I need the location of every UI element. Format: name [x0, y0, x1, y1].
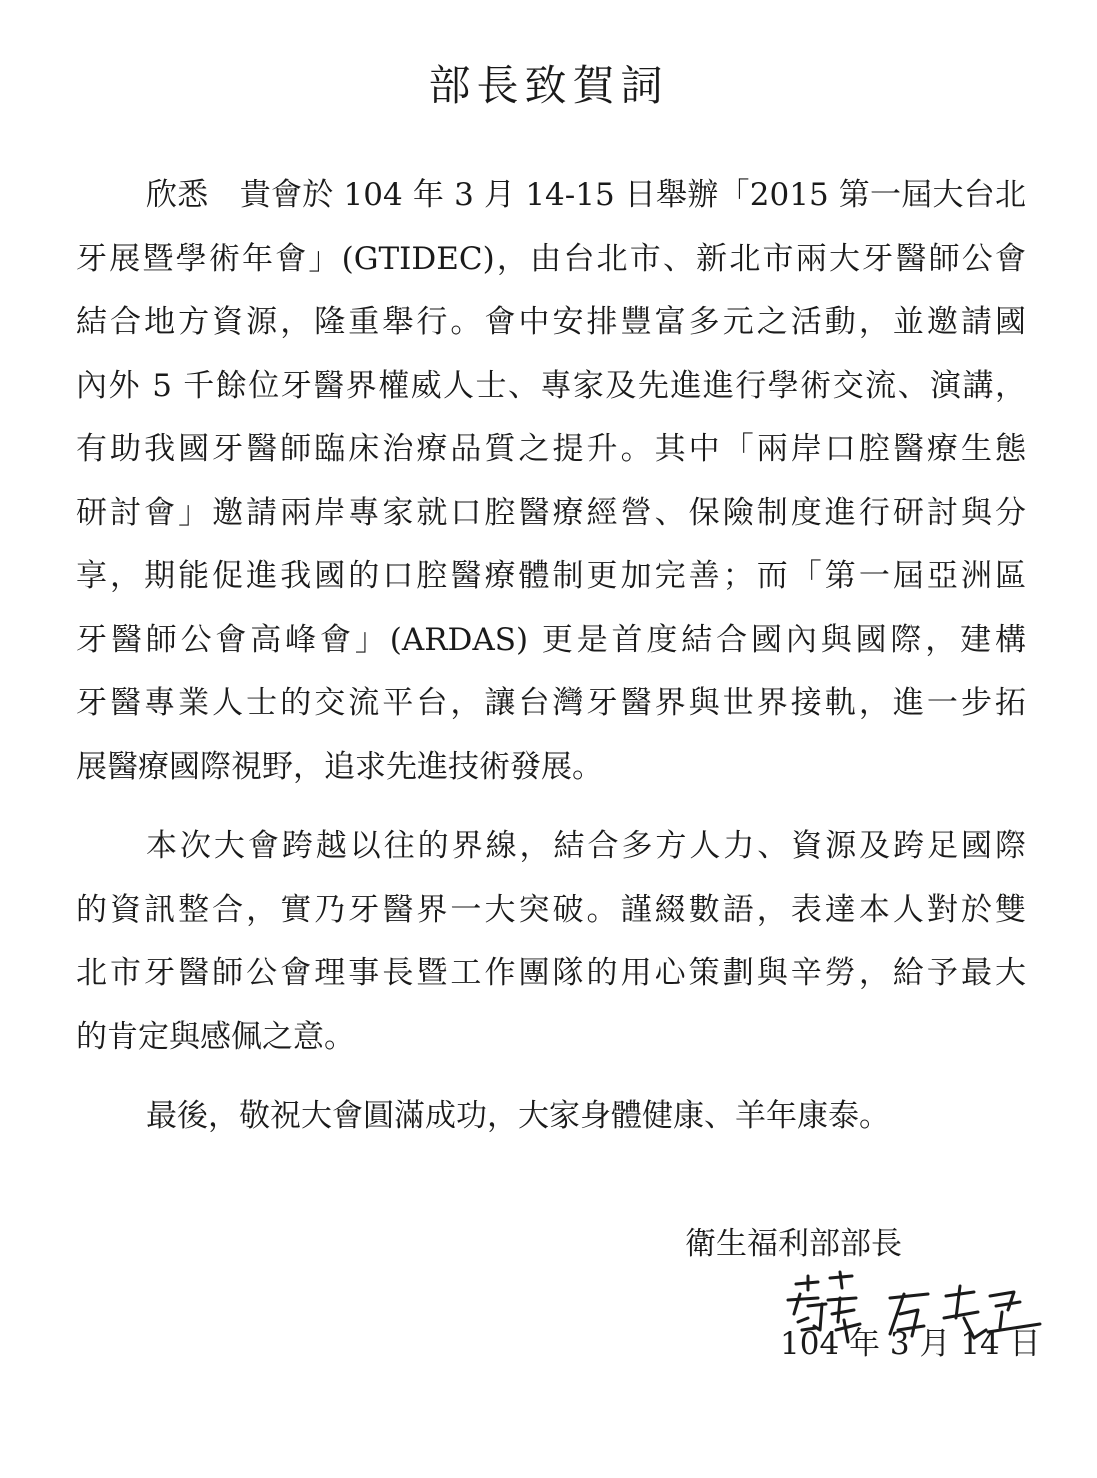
paragraph-line: 牙醫專業人士的交流平台，讓台灣牙醫界與世界接軌，進一步拓 — [76, 685, 1026, 721]
signer-role: 衛生福利部部長 — [685, 1226, 902, 1262]
paragraph-line: 牙醫師公會高峰會」(ARDAS) 更是首度結合國內與國際，建構 — [76, 621, 1026, 658]
letter-body — [76, 164, 1026, 1149]
paragraph-line: 欣悉 貴會於 104 年 3 月 14-15 日舉辦「2015 第一屆大台北 — [146, 177, 1026, 213]
paragraph-line: 本次大會跨越以往的界線，結合多方人力、資源及跨足國際 — [146, 828, 1026, 864]
paragraph-line: 內外 5 千餘位牙醫界權威人士、專家及先進進行學術交流、演講， — [76, 367, 1026, 404]
paragraph-line: 結合地方資源，隆重舉行。會中安排豐富多元之活動，並邀請國 — [76, 304, 1026, 340]
paragraph-1 — [76, 164, 1026, 799]
paragraph-line: 有助我國牙醫師臨床治療品質之提升。其中「兩岸口腔醫療生態 — [76, 431, 1026, 467]
paragraph-line: 牙展暨學術年會」(GTIDEC)，由台北市、新北市兩大牙醫師公會 — [76, 240, 1026, 277]
paragraph-line: 展醫療國際視野，追求先進技術發展。 — [76, 748, 603, 785]
paragraph-line: 最後，敬祝大會圓滿成功，大家身體健康、羊年康泰。 — [146, 1098, 890, 1134]
paragraph-line: 研討會」邀請兩岸專家就口腔醫療經營、保險制度進行研討與分 — [76, 494, 1026, 531]
paragraph-line: 的資訊整合，實乃牙醫界一大突破。謹綴數語，表達本人對於雙 — [76, 891, 1026, 928]
paragraph-line: 北市牙醫師公會理事長暨工作團隊的用心策劃與辛勞，給予最大 — [76, 955, 1026, 991]
page-title: 部長致賀詞 — [428, 61, 669, 110]
paragraph-3 — [76, 1085, 1026, 1149]
paragraph-line: 的肯定與感佩之意。 — [76, 1018, 355, 1055]
paragraph-2 — [76, 815, 1026, 1069]
paragraph-line: 享，期能促進我國的口腔醫療體制更加完善；而「第一屆亞洲區 — [76, 558, 1026, 594]
signature-date: 104 年 3 月 14 日 — [780, 1326, 1041, 1362]
